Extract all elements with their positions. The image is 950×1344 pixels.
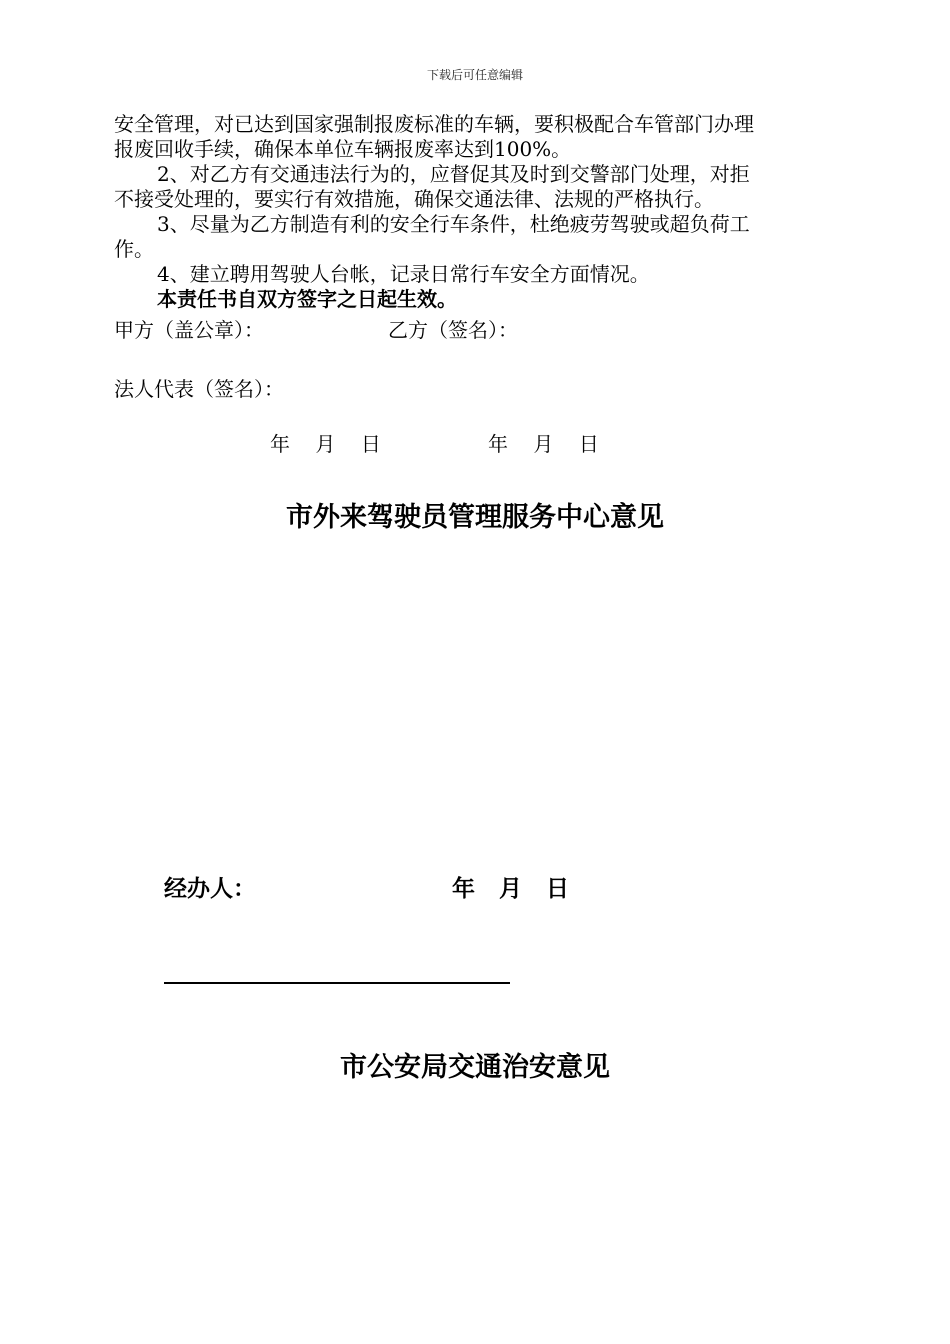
section-title-driver-center: 市外来驾驶员管理服务中心意见 [286, 502, 664, 533]
legal-rep-label: 法人代表（签名）： [114, 377, 284, 401]
date-party-a: 年 月 日 [270, 432, 381, 456]
signature-rule [164, 982, 510, 984]
body-line: 4、建立聘用驾驶人台帐，记录日常行车安全方面情况。 [157, 262, 650, 286]
body-line: 作。 [114, 237, 154, 261]
body-text [114, 112, 838, 312]
date-party-b: 年 月 日 [488, 432, 599, 456]
body-line: 不接受处理的，要实行有效措施，确保交通法律、法规的严格执行。 [114, 187, 714, 211]
party-b-label: 乙方（签名）： [388, 318, 518, 342]
party-a-label: 甲方（盖公章）： [114, 318, 264, 342]
section-title-police: 市公安局交通治安意见 [340, 1052, 610, 1083]
handler-date: 年 月 日 [452, 875, 570, 902]
body-line: 报废回收手续，确保本单位车辆报废率达到100%。 [114, 137, 572, 161]
page-header: 下载后可任意编辑 [426, 68, 523, 82]
body-line: 2、对乙方有交通违法行为的，应督促其及时到交警部门处理，对拒 [157, 162, 750, 186]
effective-clause: 本责任书自双方签字之日起生效。 [157, 287, 457, 311]
body-line: 3、尽量为乙方制造有利的安全行车条件，杜绝疲劳驾驶或超负荷工 [157, 212, 750, 236]
body-line: 安全管理，对已达到国家强制报废标准的车辆，要积极配合车管部门办理 [114, 112, 754, 136]
handler-label: 经办人： [164, 875, 256, 902]
